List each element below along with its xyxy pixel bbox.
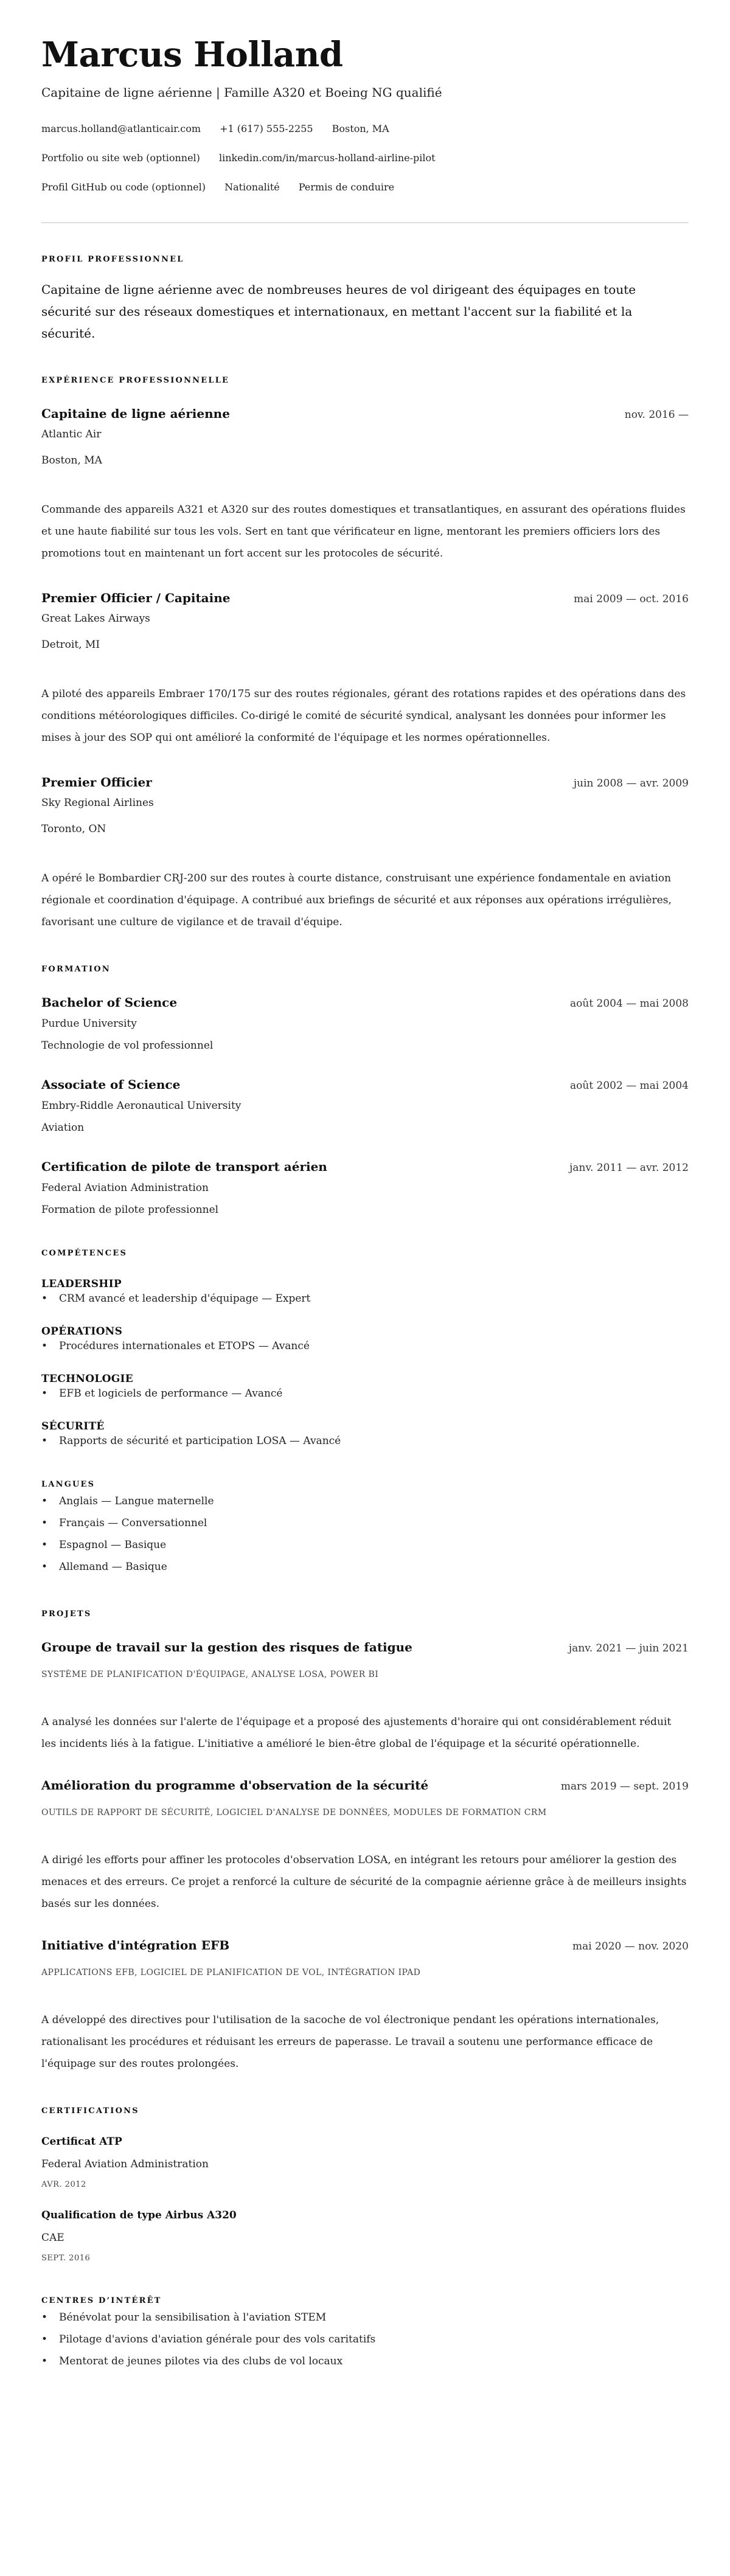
job-title: Premier Officier <box>41 775 152 790</box>
education-item <box>41 1076 689 1135</box>
certification-item <box>41 2134 689 2191</box>
certification-date: SEPT. 2016 <box>41 2254 91 2263</box>
contact-nationality: Nationalité <box>224 181 280 193</box>
job-company: Great Lakes Airways <box>41 613 150 625</box>
contact-github[interactable]: Profil GitHub ou code (optionnel) <box>41 181 206 193</box>
header-divider <box>41 222 689 223</box>
section-heading: PROJETS <box>41 1609 92 1619</box>
project-item <box>41 1639 689 1755</box>
project-dates: mars 2019 — sept. 2019 <box>560 1780 689 1793</box>
education-item <box>41 1158 689 1217</box>
field-of-study: Aviation <box>41 1122 85 1134</box>
skill-item: • Procédures internationales et ETOPS — Avancé <box>41 1339 689 1353</box>
job-title: Premier Officier / Capitaine <box>41 591 231 605</box>
summary-section <box>41 254 689 344</box>
language-item: • Espagnol — Basique <box>41 1534 689 1556</box>
job-description: A opéré le Bombardier CRJ-200 sur des routes à courte distance, construisant une expérience fondamentale en aviation régionale et coordination d'équipage. A contribué aux briefings de sécurité et aux réponses aux opérations irrégulières, favorisant une culture de vigilance et de travail d'équipe. <box>41 872 672 928</box>
job-company: Atlantic Air <box>41 428 102 440</box>
certifications-section <box>41 2106 689 2265</box>
language-item: • Allemand — Basique <box>41 1556 689 1578</box>
language-item: • Français — Conversationnel <box>41 1512 689 1534</box>
resume-header <box>41 35 689 195</box>
certification-issuer: Federal Aviation Administration <box>41 2158 209 2170</box>
project-description: A analysé les données sur l'alerte de l'équipage et a proposé des ajustements d'horaire qui ont considérablement réduit les incidents liés à la fatigue. L'initiative a amélioré le bien-être global de l'équipage et la sécurité opérationnelle. <box>41 1716 672 1750</box>
interest-item: • Mentorat de jeunes pilotes via des clubs de vol locaux <box>41 2350 689 2372</box>
candidate-name: Marcus Holland <box>41 35 343 75</box>
section-heading: LANGUES <box>41 1480 96 1489</box>
contact-linkedin[interactable]: linkedin.com/in/marcus-holland-airline-pilot <box>219 152 436 164</box>
skill-category: LEADERSHIP <box>41 1278 122 1290</box>
certification-issuer: CAE <box>41 2232 64 2244</box>
education-section <box>41 964 689 1217</box>
contact-row <box>41 122 689 136</box>
education-dates: janv. 2011 — avr. 2012 <box>569 1162 689 1174</box>
language-item: • Anglais — Langue maternelle <box>41 1490 689 1512</box>
certification-title: Certificat ATP <box>41 2136 122 2148</box>
education-dates: août 2002 — mai 2004 <box>570 1080 689 1092</box>
experience-item <box>41 405 689 564</box>
skills-section <box>41 1248 689 1448</box>
project-item <box>41 1777 689 1915</box>
skill-category: SÉCURITÉ <box>41 1420 105 1432</box>
contact-email[interactable]: marcus.holland@atlanticair.com <box>41 123 201 134</box>
project-title: Amélioration du programme d'observation de la sécurité <box>41 1778 429 1793</box>
contact-portfolio[interactable]: Portfolio ou site web (optionnel) <box>41 152 200 164</box>
contact-row <box>41 180 689 195</box>
school-name: Purdue University <box>41 1018 137 1030</box>
project-dates: janv. 2021 — juin 2021 <box>568 1642 689 1654</box>
section-heading: CERTIFICATIONS <box>41 2106 139 2116</box>
interests-section <box>41 2296 689 2372</box>
interest-list <box>41 2307 689 2372</box>
job-location: Boston, MA <box>41 454 102 467</box>
job-location: Detroit, MI <box>41 639 100 651</box>
certification-item <box>41 2208 689 2265</box>
project-item <box>41 1937 689 2075</box>
projects-section <box>41 1609 689 2075</box>
degree-title: Certification de pilote de transport aérien <box>41 1159 327 1174</box>
headline: Capitaine de ligne aérienne | Famille A320 et Boeing NG qualifié <box>41 85 442 100</box>
project-description: A développé des directives pour l'utilisation de la sacoche de vol électronique pendant les opérations internationales, rationalisant les procédures et réduisant les erreurs de paperasse. Le travail a soutenu une performance efficace de l'équipage sur des routes prolongées. <box>41 2014 659 2070</box>
field-of-study: Formation de pilote professionnel <box>41 1204 219 1216</box>
project-title: Initiative d'intégration EFB <box>41 1938 230 1953</box>
certification-title: Qualification de type Airbus A320 <box>41 2209 237 2221</box>
job-description: Commande des appareils A321 et A320 sur des routes domestiques et transatlantiques, en assurant des opérations fluides et une haute fiabilité sur tous les vols. Sert en tant que vérificateur en ligne, mentorant les premiers officiers lors des promotions tout en maintenant un fort accent sur les protocoles de sécurité. <box>41 504 686 560</box>
degree-title: Associate of Science <box>41 1077 181 1092</box>
experience-item <box>41 589 689 749</box>
skill-list <box>41 1386 689 1401</box>
contact-driving-license: Permis de conduire <box>298 181 395 193</box>
job-dates: mai 2009 — oct. 2016 <box>574 593 689 605</box>
skill-list <box>41 1291 689 1306</box>
field-of-study: Technologie de vol professionnel <box>41 1040 214 1052</box>
project-tags: APPLICATIONS EFB, LOGICIEL DE PLANIFICATION DE VOL, INTÉGRATION IPAD <box>41 1968 421 1977</box>
section-heading: FORMATION <box>41 965 111 974</box>
project-dates: mai 2020 — nov. 2020 <box>572 1940 689 1953</box>
contact-location: Boston, MA <box>332 123 389 134</box>
experience-section <box>41 375 689 933</box>
languages-section <box>41 1479 689 1578</box>
job-title: Capitaine de ligne aérienne <box>41 406 230 421</box>
contact-row <box>41 151 689 165</box>
project-tags: OUTILS DE RAPPORT DE SÉCURITÉ, LOGICIEL D'ANALYSE DE DONNÉES, MODULES DE FORMATION CRM <box>41 1808 547 1817</box>
job-location: Toronto, ON <box>41 823 106 835</box>
skill-list <box>41 1434 689 1448</box>
skill-item: • EFB et logiciels de performance — Avancé <box>41 1386 689 1401</box>
section-heading: CENTRES D’INTÉRÊT <box>41 2296 162 2305</box>
skill-category: TECHNOLOGIE <box>41 1373 134 1385</box>
job-dates: nov. 2016 — <box>624 409 689 421</box>
interest-item: • Bénévolat pour la sensibilisation à l'aviation STEM <box>41 2307 689 2328</box>
summary-text: Capitaine de ligne aérienne avec de nombreuses heures de vol dirigeant des équipages en toute sécurité sur des réseaux domestiques et internationaux, en mettant l'accent sur la fiabilité et la sécurité. <box>41 282 636 341</box>
interest-item: • Pilotage d'avions d'aviation générale pour des vols caritatifs <box>41 2328 689 2350</box>
education-dates: août 2004 — mai 2008 <box>570 998 689 1010</box>
project-tags: SYSTÈME DE PLANIFICATION D'ÉQUIPAGE, ANALYSE LOSA, POWER BI <box>41 1670 379 1679</box>
skill-category: OPÉRATIONS <box>41 1325 123 1338</box>
language-list <box>41 1490 689 1578</box>
section-heading: COMPÉTENCES <box>41 1249 128 1258</box>
project-title: Groupe de travail sur la gestion des risques de fatigue <box>41 1640 412 1654</box>
section-heading: PROFIL PROFESSIONNEL <box>41 255 184 264</box>
degree-title: Bachelor of Science <box>41 995 178 1010</box>
contact-phone[interactable]: +1 (617) 555-2255 <box>220 123 313 134</box>
job-description: A piloté des appareils Embraer 170/175 sur des routes régionales, gérant des rotations rapides et des opérations dans des conditions météorologiques difficiles. Co-dirigé le comité de sécurité syndical, analysant les données pour informer les mises à jour des SOP qui ont amélioré la conformité de l'équipage et les normes opérationnelles. <box>41 688 686 744</box>
school-name: Federal Aviation Administration <box>41 1182 209 1194</box>
certification-date: AVR. 2012 <box>41 2180 86 2189</box>
job-dates: juin 2008 — avr. 2009 <box>573 777 689 790</box>
school-name: Embry-Riddle Aeronautical University <box>41 1100 242 1112</box>
experience-item <box>41 774 689 933</box>
education-item <box>41 994 689 1053</box>
skill-item: • CRM avancé et leadership d'équipage — Expert <box>41 1291 689 1306</box>
section-heading: EXPÉRIENCE PROFESSIONNELLE <box>41 376 230 385</box>
skill-list <box>41 1339 689 1353</box>
skill-item: • Rapports de sécurité et participation LOSA — Avancé <box>41 1434 689 1448</box>
project-description: A dirigé les efforts pour affiner les protocoles d'observation LOSA, en intégrant les retours pour améliorer la gestion des menaces et des erreurs. Ce projet a renforcé la culture de sécurité de la compagnie aérienne grâce à de meilleurs insights basés sur les données. <box>41 1854 687 1910</box>
job-company: Sky Regional Airlines <box>41 797 154 809</box>
